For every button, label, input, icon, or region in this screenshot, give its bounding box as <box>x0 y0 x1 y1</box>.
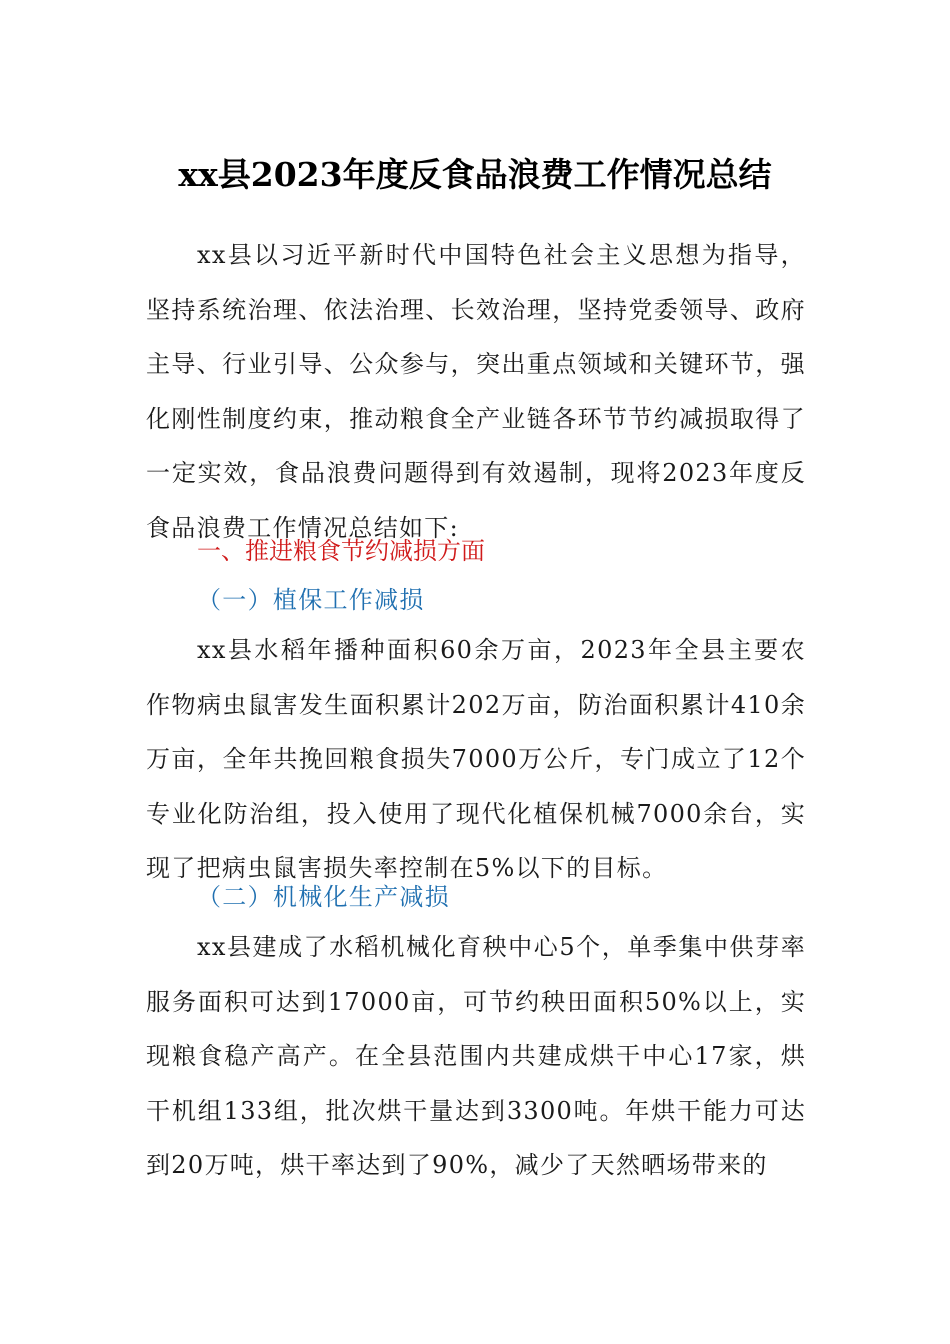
subsection-1-paragraph: xx县水稻年播种面积60余万亩，2023年全县主要农作物病虫鼠害发生面积累计202万亩，防治面积累计410余万亩，全年共挽回粮食损失7000万公斤，专门成立了12个专业化防治组，投入使用了现代化植保机械7000余台，实现了把病虫鼠害损失率控制在5%以下的目标。 <box>146 636 806 882</box>
subsection-2-paragraph: xx县建成了水稻机械化育秧中心5个，单季集中供芽率服务面积可达到17000亩，可节约秧田面积50%以上，实现粮食稳产高产。在全县范围内共建成烘干中心17家，烘干机组133组，批次烘干量达到3300吨。年烘干能力可达到20万吨，烘干率达到了90%，减少了天然晒场带来的 <box>146 933 806 1179</box>
section-heading: 一、推进粮食节约减损方面 <box>197 537 485 565</box>
subsection-heading-1: （一）植保工作减损 <box>197 586 425 614</box>
subsection-heading-2: （二）机械化生产减损 <box>197 883 450 911</box>
intro-paragraph: xx县以习近平新时代中国特色社会主义思想为指导，坚持系统治理、依法治理、长效治理，坚持党委领导、政府主导、行业引导、公众参与，突出重点领域和关键环节，强化刚性制度约束，推动粮食全产业链各环节节约减损取得了一定实效，食品浪费问题得到有效遏制，现将2023年度反食品浪费工作情况总结如下: <box>146 241 806 542</box>
document-title: xx县2023年度反食品浪费工作情况总结 <box>178 155 772 194</box>
